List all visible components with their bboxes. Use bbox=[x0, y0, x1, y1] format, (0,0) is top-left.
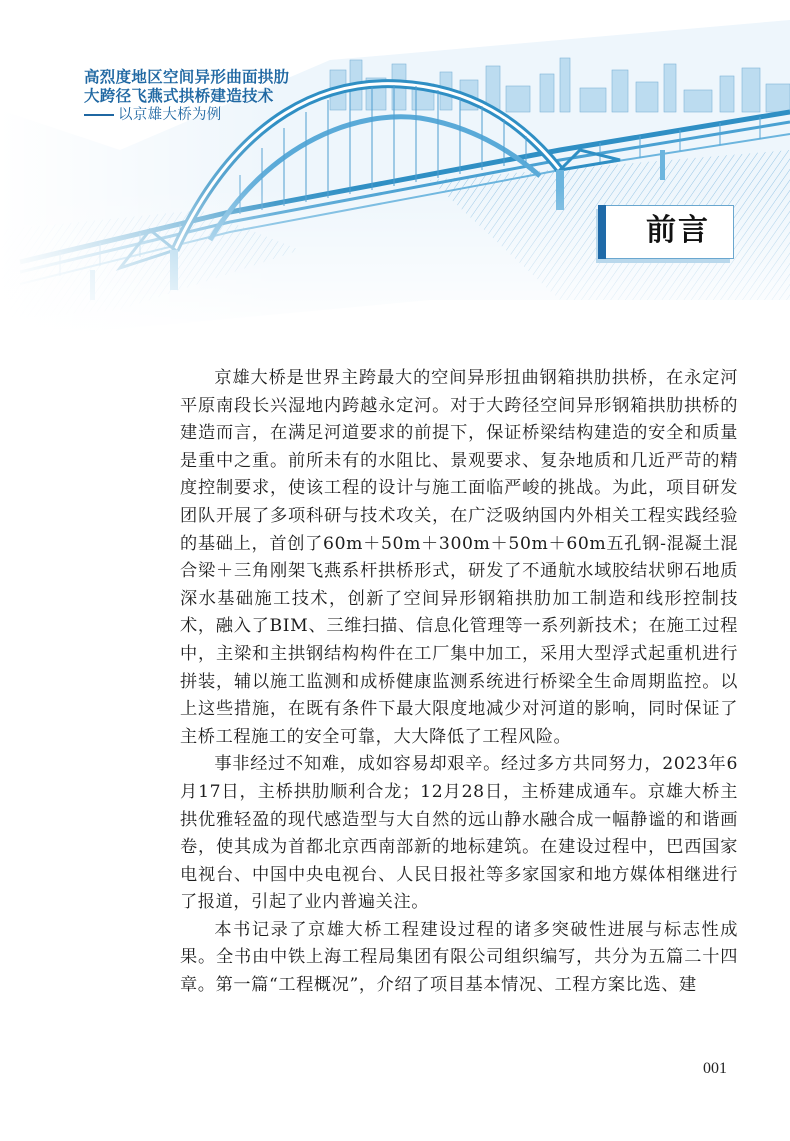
bridge-illustration bbox=[0, 0, 790, 340]
book-title-line-2: 大跨径飞燕式拱桥建造技术 bbox=[84, 87, 274, 105]
paragraph: 京雄大桥是世界主跨最大的空间异形扭曲钢箱拱肋拱桥，在永定河平原南段长兴湿地内跨越永定河。对于大跨径空间异形钢箱拱肋拱桥的建造而言，在满足河道要求的前提下，保证桥梁结构建造的安全和质量是重中之重。前所未有的水阻比、景观要求、复杂地质和几近严苛的精度控制要求，使该工程的设计与施工面临严峻的挑战。为此，项目研发团队开展了多项科研与技术攻关，在广泛吸纳国内外相关工程实践经验的基础上，首创了60m＋50m＋300m＋50m＋60m五孔钢-混凝土混合梁＋三角刚架飞燕系杆拱桥形式，研发了不通航水域胶结状卵石地质深水基础施工技术，创新了空间异形钢箱拱肋加工制造和线形控制技术，融入了BIM、三维扫描、信息化管理等一系列新技术；在施工过程中，主梁和主拱钢结构构件在工厂集中加工，采用大型浮式起重机进行拼装，辅以施工监测和成桥健康监测系统进行桥梁全生命周期监控。以上这些措施，在既有条件下最大限度地减少对河道的影响，同时保证了主桥工程施工的安全可靠，大大降低了工程风险。 bbox=[180, 368, 738, 747]
book-title bbox=[84, 68, 364, 125]
book-subtitle-text: 以京雄大桥为例 bbox=[118, 107, 222, 123]
bridge-sketch-graphic bbox=[0, 0, 790, 340]
paragraph: 事非经过不知难，成如容易却艰辛。经过多方共同努力，2023年6月17日，主桥拱肋顺利合龙；12月28日，主桥建成通车。京雄大桥主拱优雅轻盈的现代感造型与大自然的远山静水融合成一幅静谧的和谐画卷，使其成为首都北京西南部新的地标建筑。在建设过程中，巴西国家电视台、中国中央电视台、人民日报社等多家国家和地方媒体相继进行了报道，引起了业内普遍关注。 bbox=[180, 754, 738, 913]
book-subtitle bbox=[84, 106, 364, 125]
paragraph: 本书记录了京雄大桥工程建设过程的诸多突破性进展与标志性成果。全书由中铁上海工程局集团有限公司组织编写，共分为五篇二十四章。第一篇“工程概况”，介绍了项目基本情况、工程方案比选、建 bbox=[180, 919, 738, 996]
page-number: 001 bbox=[703, 1060, 727, 1077]
em-dash-line bbox=[84, 114, 114, 116]
preface-body bbox=[180, 365, 738, 1000]
section-heading-accent-bar bbox=[598, 205, 606, 259]
section-heading-tab bbox=[592, 201, 734, 265]
book-title-line-1: 高烈度地区空间异形曲面拱肋 bbox=[84, 68, 290, 86]
section-title: 前言 bbox=[646, 213, 710, 248]
